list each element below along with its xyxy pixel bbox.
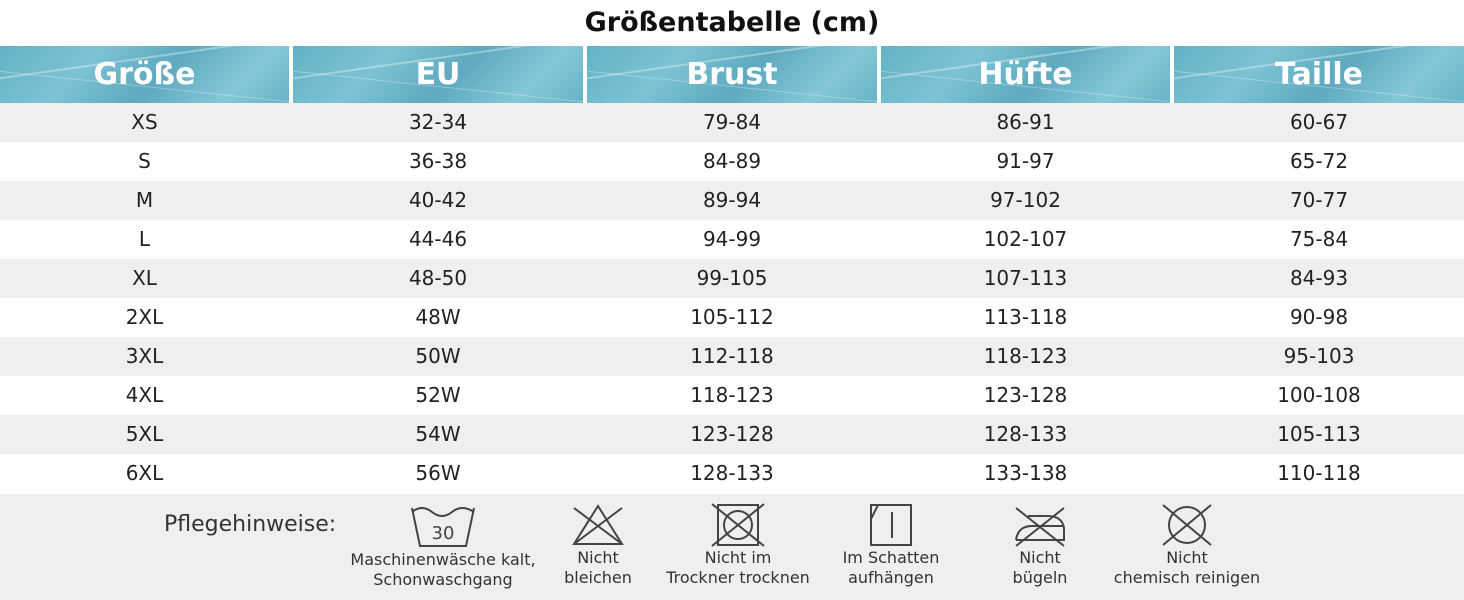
care-text-line1: Nicht (1166, 548, 1208, 567)
cell-eu: 56W (415, 461, 461, 485)
cell-eu: 44-46 (408, 227, 468, 251)
chart-title: Größentabelle (cm) (584, 7, 880, 38)
cell-size: 4XL (125, 383, 164, 407)
header-bust (587, 46, 877, 103)
header-waist-label: Taille (1274, 57, 1364, 92)
cell-bust: 94-99 (702, 227, 762, 251)
cell-size: M (135, 188, 154, 212)
header-size (0, 46, 289, 103)
table-row (0, 298, 1464, 337)
header-hips-label: Hüfte (978, 57, 1073, 92)
cell-bust: 123-128 (690, 422, 774, 446)
cell-size: L (138, 227, 151, 251)
table-row (0, 259, 1464, 298)
cell-hips: 128-133 (983, 422, 1068, 446)
cell-waist: 110-118 (1277, 461, 1361, 485)
cell-bust: 112-118 (690, 344, 774, 368)
cell-hips: 102-107 (983, 227, 1068, 251)
cell-waist: 90-98 (1289, 305, 1349, 329)
care-instructions (0, 494, 1464, 600)
cell-size: 6XL (125, 461, 164, 485)
table-row (0, 103, 1464, 142)
header-waist (1174, 46, 1464, 103)
care-text-line2: Schonwaschgang (373, 570, 513, 589)
cell-waist: 65-72 (1289, 149, 1349, 173)
cell-hips: 86-91 (996, 110, 1055, 134)
care-text-line2: aufhängen (848, 568, 934, 587)
care-item-bleach (548, 502, 648, 588)
cell-eu: 50W (415, 344, 461, 368)
cell-size: S (138, 149, 151, 173)
cell-eu: 48W (415, 305, 461, 329)
wash-temperature: 30 (431, 523, 455, 544)
header-size-label: Größe (93, 57, 196, 92)
care-text-line1: Maschinenwäsche kalt, (350, 550, 536, 569)
cell-hips: 118-123 (983, 344, 1068, 368)
cell-waist: 105-113 (1277, 422, 1361, 446)
cell-waist: 84-93 (1289, 266, 1349, 290)
table-row (0, 220, 1464, 259)
care-item-iron (990, 502, 1090, 588)
care-text-line2: Trockner trocknen (666, 568, 810, 587)
cell-hips: 113-118 (983, 305, 1068, 329)
header-eu-label: EU (415, 57, 461, 92)
table-row (0, 415, 1464, 454)
table-row (0, 181, 1464, 220)
cell-waist: 100-108 (1277, 383, 1361, 407)
table-body (0, 103, 1464, 493)
care-text-line2: bügeln (1012, 568, 1068, 587)
care-text-line1: Nicht (577, 548, 619, 567)
no-dry-clean-icon (1157, 502, 1217, 548)
cell-eu: 54W (415, 422, 461, 446)
care-text-line2: bleichen (564, 568, 632, 587)
table-row (0, 454, 1464, 493)
cell-hips: 123-128 (983, 383, 1068, 407)
cell-size: 5XL (125, 422, 164, 446)
cell-bust: 89-94 (702, 188, 762, 212)
cell-waist: 60-67 (1289, 110, 1349, 134)
cell-eu: 52W (415, 383, 461, 407)
table-row (0, 142, 1464, 181)
table-row (0, 337, 1464, 376)
care-item-tumble (660, 502, 816, 588)
cell-size: 2XL (125, 305, 164, 329)
cell-size: XS (131, 110, 158, 134)
cell-hips: 97-102 (990, 188, 1061, 212)
no-tumble-dry-icon (708, 502, 768, 548)
table-header (0, 46, 1464, 103)
cell-size: 3XL (125, 344, 164, 368)
header-hips (881, 46, 1170, 103)
cell-bust: 99-105 (696, 266, 768, 290)
no-iron-icon (1010, 502, 1070, 548)
cell-hips: 133-138 (983, 461, 1068, 485)
line-dry-shade-icon (861, 502, 921, 548)
no-bleach-icon (568, 502, 628, 548)
care-item-dryclean (1110, 502, 1264, 588)
cell-hips: 91-97 (996, 149, 1055, 173)
header-bust-label: Brust (686, 57, 778, 92)
header-eu (293, 46, 583, 103)
care-item-wash (338, 502, 548, 590)
cell-eu: 36-38 (408, 149, 468, 173)
table-row (0, 376, 1464, 415)
cell-eu: 48-50 (408, 266, 468, 290)
cell-hips: 107-113 (983, 266, 1068, 290)
care-text-line1: Nicht im (704, 548, 772, 567)
cell-bust: 105-112 (690, 305, 774, 329)
cell-eu: 32-34 (408, 110, 468, 134)
care-text-line2: chemisch reinigen (1113, 568, 1261, 587)
wash-30-icon (408, 502, 478, 550)
cell-bust: 118-123 (690, 383, 774, 407)
cell-bust: 84-89 (702, 149, 762, 173)
cell-bust: 79-84 (702, 110, 762, 134)
cell-waist: 70-77 (1289, 188, 1349, 212)
care-text-line1: Im Schatten (842, 548, 940, 567)
cell-waist: 95-103 (1283, 344, 1355, 368)
care-item-shade (836, 502, 946, 588)
cell-bust: 128-133 (690, 461, 774, 485)
care-label: Pflegehinweise: (164, 512, 337, 537)
care-text-line1: Nicht (1019, 548, 1061, 567)
cell-eu: 40-42 (408, 188, 468, 212)
cell-size: XL (132, 266, 157, 290)
cell-waist: 75-84 (1289, 227, 1349, 251)
